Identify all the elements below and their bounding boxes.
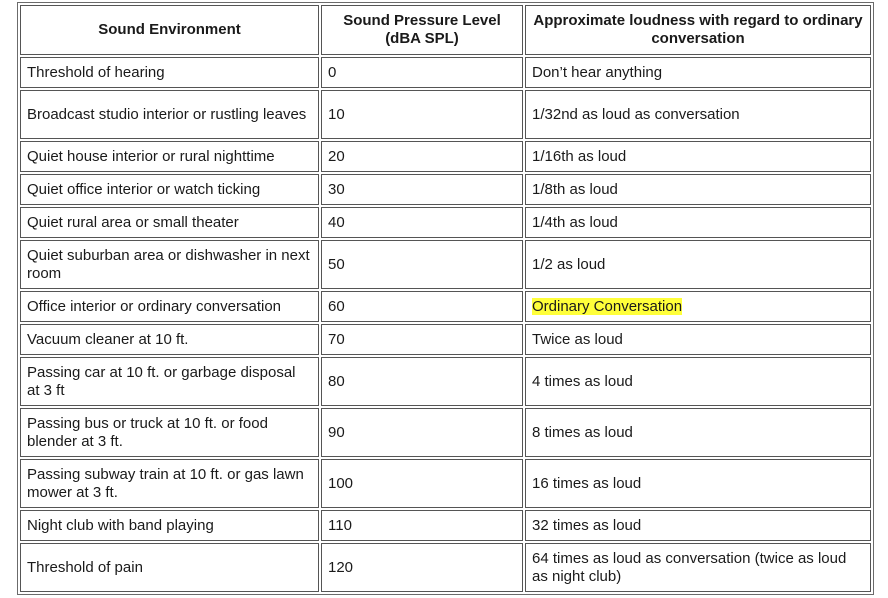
level-cell: 60 [321, 291, 523, 322]
loudness-cell: 1/8th as loud [525, 174, 871, 205]
level-cell: 80 [321, 357, 523, 406]
table-row [20, 543, 871, 592]
level-cell: 20 [321, 141, 523, 172]
table-row [20, 510, 871, 541]
level-cell: 10 [321, 90, 523, 139]
environment-cell: Quiet suburban area or dishwasher in next room [20, 240, 319, 289]
environment-cell: Quiet office interior or watch ticking [20, 174, 319, 205]
environment-cell: Threshold of pain [20, 543, 319, 592]
loudness-cell: 64 times as loud as conversation (twice as loud as night club) [525, 543, 871, 592]
environment-cell: Threshold of hearing [20, 57, 319, 88]
table-row [20, 459, 871, 508]
table-row-highlighted [20, 291, 871, 322]
loudness-cell: 8 times as loud [525, 408, 871, 457]
level-cell: 50 [321, 240, 523, 289]
environment-cell: Passing car at 10 ft. or garbage disposal at 3 ft [20, 357, 319, 406]
table-row [20, 141, 871, 172]
environment-cell: Quiet rural area or small theater [20, 207, 319, 238]
loudness-cell: 32 times as loud [525, 510, 871, 541]
level-cell: 70 [321, 324, 523, 355]
table-row [20, 357, 871, 406]
loudness-cell: 1/4th as loud [525, 207, 871, 238]
loudness-cell: 1/32nd as loud as conversation [525, 90, 871, 139]
loudness-cell: Don’t hear anything [525, 57, 871, 88]
level-cell: 90 [321, 408, 523, 457]
level-cell: 0 [321, 57, 523, 88]
loudness-cell: 1/2 as loud [525, 240, 871, 289]
header-row [20, 5, 871, 55]
header-sound-pressure-level: Sound Pressure Level (dBA SPL) [321, 5, 523, 55]
level-cell: 120 [321, 543, 523, 592]
table-row [20, 207, 871, 238]
environment-cell: Passing subway train at 10 ft. or gas lawn mower at 3 ft. [20, 459, 319, 508]
environment-cell: Broadcast studio interior or rustling leaves [20, 90, 319, 139]
table-row [20, 57, 871, 88]
environment-cell: Vacuum cleaner at 10 ft. [20, 324, 319, 355]
level-cell: 30 [321, 174, 523, 205]
header-approximate-loudness: Approximate loudness with regard to ordinary conversation [525, 5, 871, 55]
loudness-cell: Twice as loud [525, 324, 871, 355]
loudness-cell: 16 times as loud [525, 459, 871, 508]
highlighted-text: Ordinary Conversation [532, 297, 683, 315]
level-cell: 110 [321, 510, 523, 541]
environment-cell: Night club with band playing [20, 510, 319, 541]
sound-level-table [17, 2, 874, 595]
level-cell: 100 [321, 459, 523, 508]
loudness-cell: 4 times as loud [525, 357, 871, 406]
level-cell: 40 [321, 207, 523, 238]
table-row [20, 90, 871, 139]
environment-cell: Office interior or ordinary conversation [20, 291, 319, 322]
table-container [17, 2, 874, 595]
header-sound-environment: Sound Environment [20, 5, 319, 55]
table-row [20, 324, 871, 355]
table-row [20, 174, 871, 205]
table-row [20, 240, 871, 289]
table-row [20, 408, 871, 457]
loudness-cell [525, 291, 871, 322]
loudness-cell: 1/16th as loud [525, 141, 871, 172]
environment-cell: Passing bus or truck at 10 ft. or food blender at 3 ft. [20, 408, 319, 457]
environment-cell: Quiet house interior or rural nighttime [20, 141, 319, 172]
